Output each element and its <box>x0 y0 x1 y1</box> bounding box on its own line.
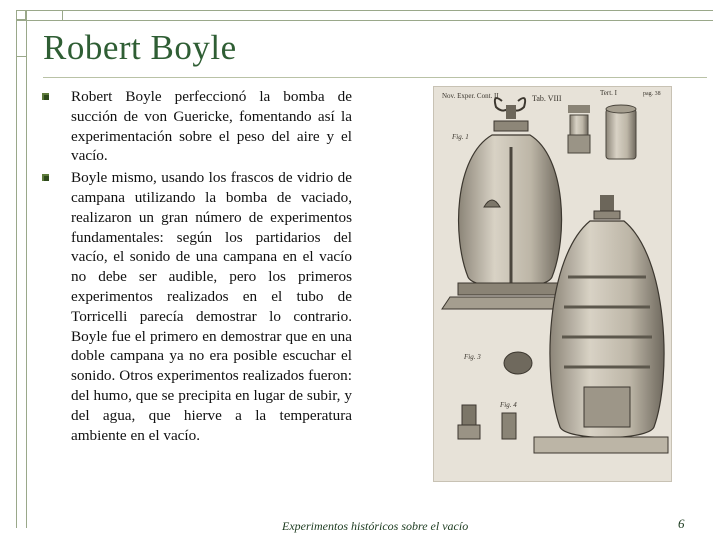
square-bullet-icon <box>42 174 49 181</box>
bullet-text: Robert Boyle perfeccionó la bomba de succión de von Guericke, fomentando así la experimentación sobre el peso del aire y el vacío. <box>71 88 352 165</box>
bullet-text: Boyle mismo, usando los frascos de vidrio de campana utilizando la bomba de vaciado, realizaron un gran número de experimentos fundamentales: según los partidarios del vacío, el sonido de una campana en el vacío no debe ser audible, pero los primeros experimentos realizados en el tubo de Torricelli parecía demostrar lo contrario. Boyle fue el primero en demostrar que en una doble campana ya no era posible escuchar el sonido. Otros experimentos realizados fueron: del humo, que se precipita en lugar de subir, y del agua, que hierve a la temperatura ambiente en el vacío. <box>71 169 352 444</box>
bullet-list <box>40 87 352 447</box>
figure-label: Fig. 1 <box>452 133 469 141</box>
square-bullet-icon <box>42 93 49 100</box>
figure-label: Nov. Exper. Cont. II <box>442 92 499 100</box>
figure-label: Fig. 3 <box>464 353 481 361</box>
title-underline <box>43 77 707 78</box>
bullet-item <box>40 168 352 445</box>
page-number: 6 <box>678 516 685 531</box>
engraving-illustration <box>433 86 672 482</box>
footer-title: Experimentos históricos sobre el vacío <box>282 519 469 533</box>
top-decorative-rule <box>16 10 713 19</box>
figure-label: Tab. VIII <box>532 94 562 103</box>
slide-title: Robert Boyle <box>43 28 237 67</box>
bullet-item <box>40 87 352 166</box>
left-decorative-rule <box>16 10 25 528</box>
figure-label: pag. 38 <box>643 91 661 97</box>
figure-label: Tert. I <box>600 89 618 97</box>
figure-label: Fig. 4 <box>500 401 517 409</box>
